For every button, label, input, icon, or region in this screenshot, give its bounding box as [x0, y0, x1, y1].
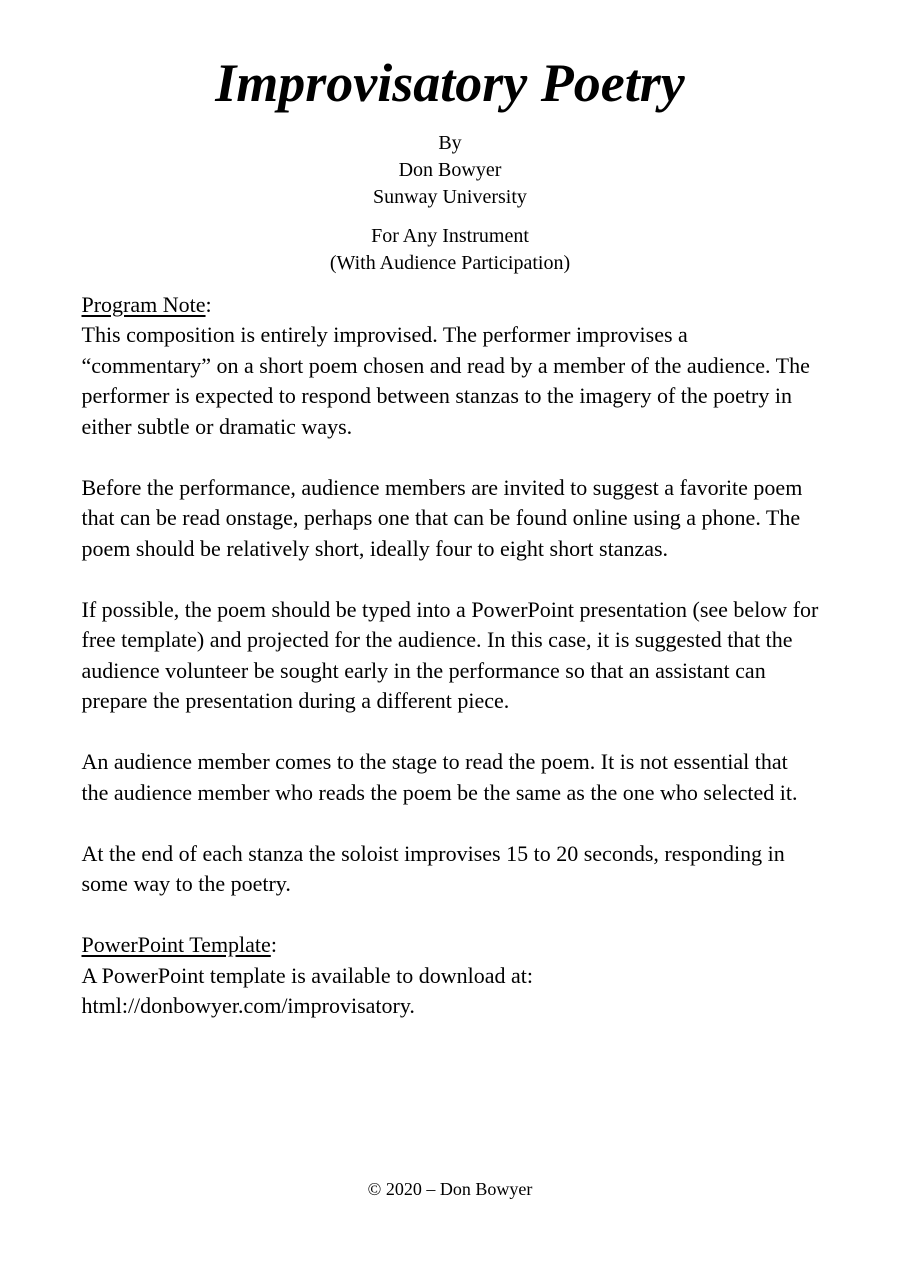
- powerpoint-template-heading-text: PowerPoint Template: [81, 932, 271, 957]
- document-body: [82, 290, 819, 1022]
- page-title: Improvisatory Poetry: [215, 53, 685, 113]
- audience-participation-line: (With Audience Participation): [329, 251, 571, 274]
- powerpoint-template-heading-colon: :: [270, 932, 277, 957]
- program-note-paragraph-3: If possible, the poem should be typed into a PowerPoint presentation (see below for free template) and projected for the audience. In this case, it is suggested that the audience volunteer be sought early in the performance so that an assistant can prepare the presentation during a different piece.: [81, 596, 819, 713]
- byline-block: [0, 130, 900, 211]
- program-note-paragraph-1: This composition is entirely improvised. The performer improvises a “commentary” on a short poem chosen and read by a member of the audience. The performer is expected to respond between stanzas to the imagery of the poetry in either subtle or dramatic ways.: [81, 322, 810, 439]
- program-note-paragraph-2: Before the performance, audience members are invited to suggest a favorite poem that can be read onstage, perhaps one that can be found online using a phone. The poem should be relatively short, ideally four to eight short stanzas.: [81, 474, 803, 561]
- program-note-heading-text: Program Note: [81, 291, 206, 317]
- template-url: html://donbowyer.com/improvisatory.: [81, 993, 415, 1018]
- program-note-paragraph-4: An audience member comes to the stage to read the poem. It is not essential that the audience member who reads the poem be the same as the one who selected it.: [81, 749, 798, 805]
- byline-by: By: [438, 131, 462, 154]
- powerpoint-template-heading: [82, 930, 819, 961]
- program-note-heading-colon: :: [205, 291, 212, 317]
- instrumentation-block: [0, 223, 900, 277]
- copyright-footer: © 2020 – Don Bowyer: [367, 1179, 533, 1199]
- program-note-paragraph-5: At the end of each stanza the soloist improvises 15 to 20 seconds, responding in some way to the poetry.: [81, 840, 785, 896]
- byline-affiliation: Sunway University: [373, 185, 527, 208]
- instrumentation-line: For Any Instrument: [371, 224, 529, 247]
- template-download-line: A PowerPoint template is available to download at:: [81, 962, 534, 988]
- program-note-heading: [82, 290, 819, 321]
- byline-author: Don Bowyer: [398, 158, 502, 181]
